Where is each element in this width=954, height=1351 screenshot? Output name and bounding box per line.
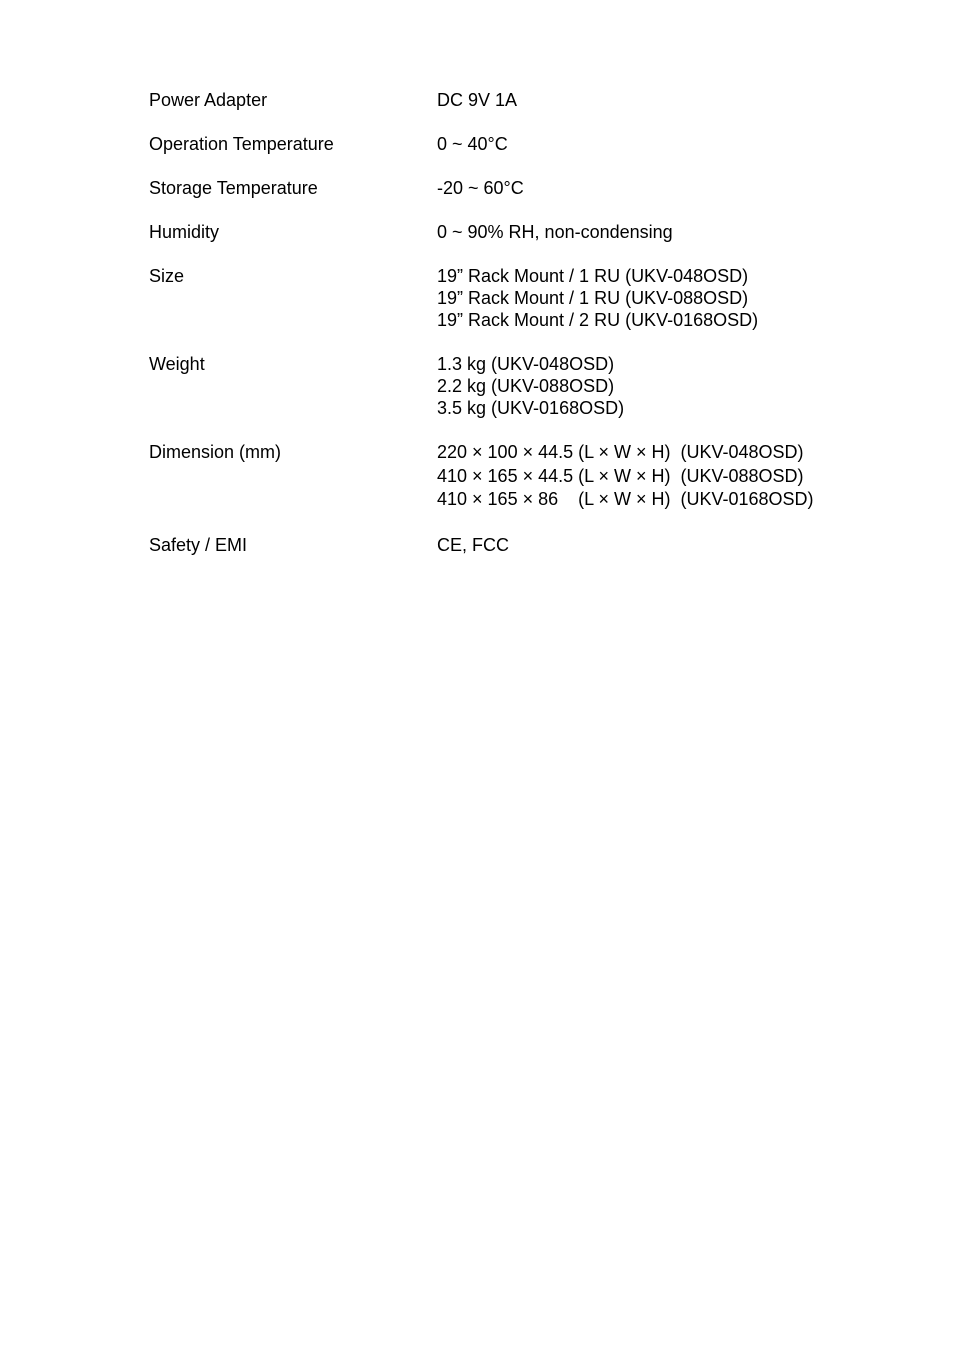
spec-label: Dimension (mm) — [149, 442, 282, 462]
spec-values — [437, 534, 909, 556]
spec-values — [437, 441, 909, 512]
spec-value: 0 ~ 40°C — [437, 134, 508, 154]
spec-values — [437, 177, 909, 199]
spec-label: Safety / EMI — [149, 534, 248, 555]
spec-values — [437, 353, 909, 419]
spec-values — [437, 265, 909, 331]
spec-label: Weight — [149, 354, 205, 374]
spec-row-operation-temperature — [149, 133, 909, 155]
spec-row-dimension — [149, 441, 909, 512]
spec-value: 410 × 165 × 44.5 (L × W × H) (UKV-088OSD) — [437, 465, 804, 486]
spec-value: 2.2 kg (UKV-088OSD) — [437, 376, 615, 396]
spec-value: DC 9V 1A — [437, 90, 518, 110]
spec-value: 220 × 100 × 44.5 (L × W × H) (UKV-048OSD) — [437, 442, 804, 462]
spec-row-weight — [149, 353, 909, 419]
spec-row-safety-emi — [149, 534, 909, 556]
spec-table — [149, 89, 909, 578]
spec-value: -20 ~ 60°C — [437, 178, 524, 198]
spec-value: CE, FCC — [437, 534, 509, 555]
spec-row-storage-temperature — [149, 177, 909, 199]
spec-value: 0 ~ 90% RH, non-condensing — [437, 222, 673, 242]
spec-value: 3.5 kg (UKV-0168OSD) — [437, 398, 625, 418]
spec-row-power-adapter — [149, 89, 909, 111]
spec-values — [437, 221, 909, 243]
spec-label: Storage Temperature — [149, 178, 318, 198]
spec-value: 410 × 165 × 86 (L × W × H) (UKV-0168OSD) — [437, 489, 814, 509]
spec-label: Size — [149, 266, 185, 286]
spec-values — [437, 89, 909, 111]
spec-label: Power Adapter — [149, 90, 268, 110]
spec-row-size — [149, 265, 909, 331]
spec-label: Operation Temperature — [149, 134, 334, 154]
spec-value: 19” Rack Mount / 1 RU (UKV-088OSD) — [437, 288, 749, 308]
spec-value: 19” Rack Mount / 2 RU (UKV-0168OSD) — [437, 310, 759, 330]
spec-values — [437, 133, 909, 155]
spec-value: 1.3 kg (UKV-048OSD) — [437, 354, 615, 374]
spec-label: Humidity — [149, 222, 220, 242]
spec-row-humidity — [149, 221, 909, 243]
spec-value: 19” Rack Mount / 1 RU (UKV-048OSD) — [437, 266, 749, 286]
